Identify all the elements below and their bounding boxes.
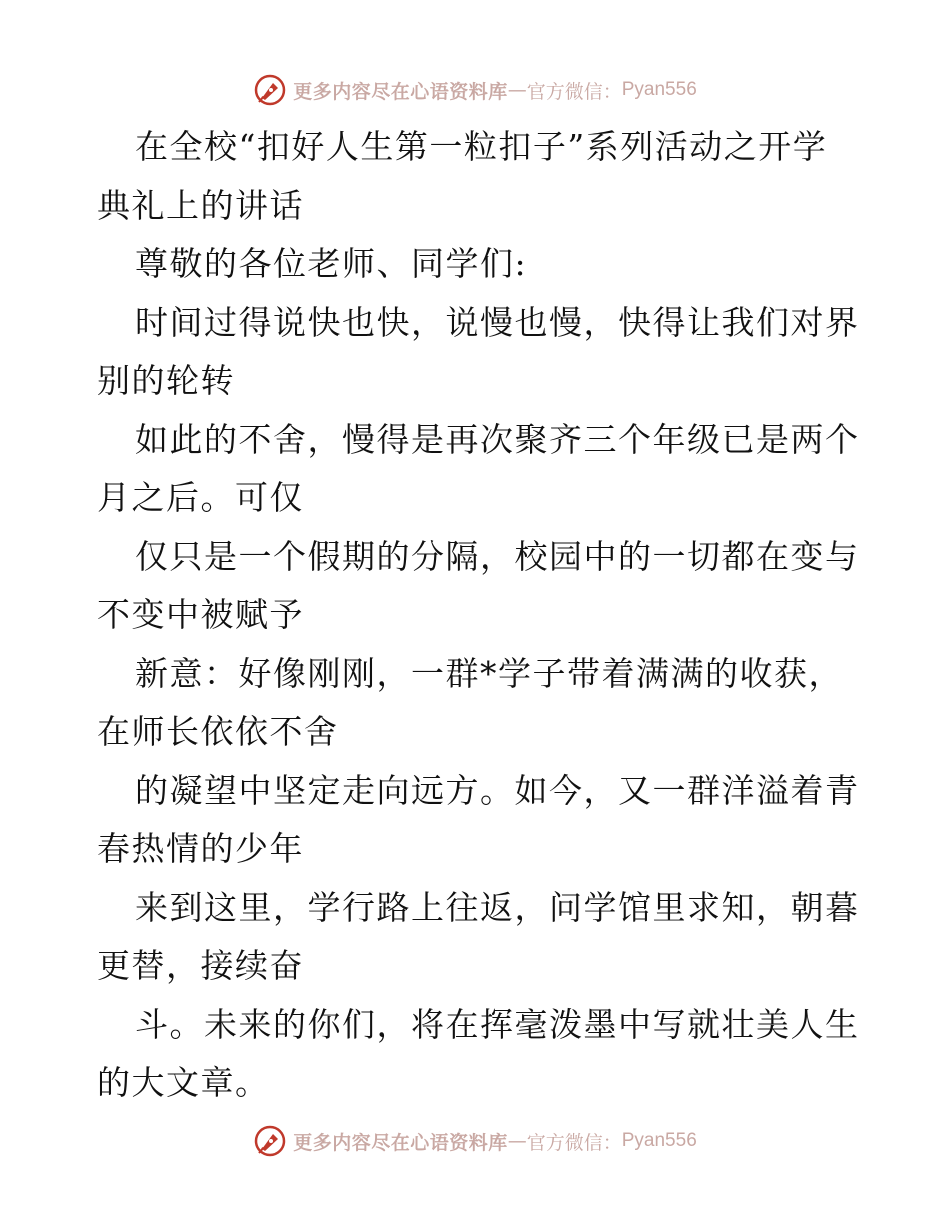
text-line: 春热情的少年 xyxy=(97,829,304,868)
text-line: 来到这里，学行路上往返，问学馆里求知，朝暮 xyxy=(135,887,860,927)
watermark-separator: — xyxy=(507,1130,527,1152)
text-line: 典礼上的讲话 xyxy=(97,185,304,225)
text-line: 斗。未来的你们，将在挥毫泼墨中写就壮美人生 xyxy=(135,1004,860,1044)
text-line: 更替，接续奋 xyxy=(97,946,304,985)
text-line: 时间过得说快也快，说慢也慢，快得让我们对界 xyxy=(135,302,860,342)
watermark-wechat-id: Pyan556 xyxy=(621,1130,697,1151)
pen-nib-logo-icon xyxy=(253,1124,287,1158)
watermark-main-text: 更多内容尽在心语资料库 xyxy=(293,1131,508,1154)
text-line: 如此的不舍，慢得是再次聚齐三个年级已是两个 xyxy=(135,419,860,459)
text-line: 的凝望中坚定走向远方。如今，又一群洋溢着青 xyxy=(135,770,860,810)
pen-nib-logo-icon xyxy=(253,73,287,107)
document-body xyxy=(97,118,860,1113)
text-line: 新意：好像刚刚，一群*学子带着满满的收获， xyxy=(135,653,843,693)
text-line: 的大文章。 xyxy=(97,1063,270,1102)
text-line: 尊敬的各位老师、同学们: xyxy=(135,244,528,283)
watermark-wechat-id: Pyan556 xyxy=(621,79,697,100)
footer-watermark xyxy=(0,1121,950,1161)
text-line: 不变中被赋予 xyxy=(97,595,304,634)
text-line: 在全校“扣好人生第一粒扣子”系列活动之开学 xyxy=(135,127,828,166)
watermark-main-text: 更多内容尽在心语资料库 xyxy=(293,80,508,103)
text-line: 在师长依依不舍 xyxy=(97,712,339,751)
watermark-separator: — xyxy=(507,79,527,101)
text-line: 月之后。可仅 xyxy=(97,478,304,517)
header-watermark xyxy=(0,70,950,110)
text-line: 仅只是一个假期的分隔，校园中的一切都在变与 xyxy=(135,536,860,576)
watermark-sub-text: 官方微信： xyxy=(526,1131,622,1154)
watermark-sub-text: 官方微信： xyxy=(526,80,622,103)
text-line: 别的轮转 xyxy=(97,361,235,400)
